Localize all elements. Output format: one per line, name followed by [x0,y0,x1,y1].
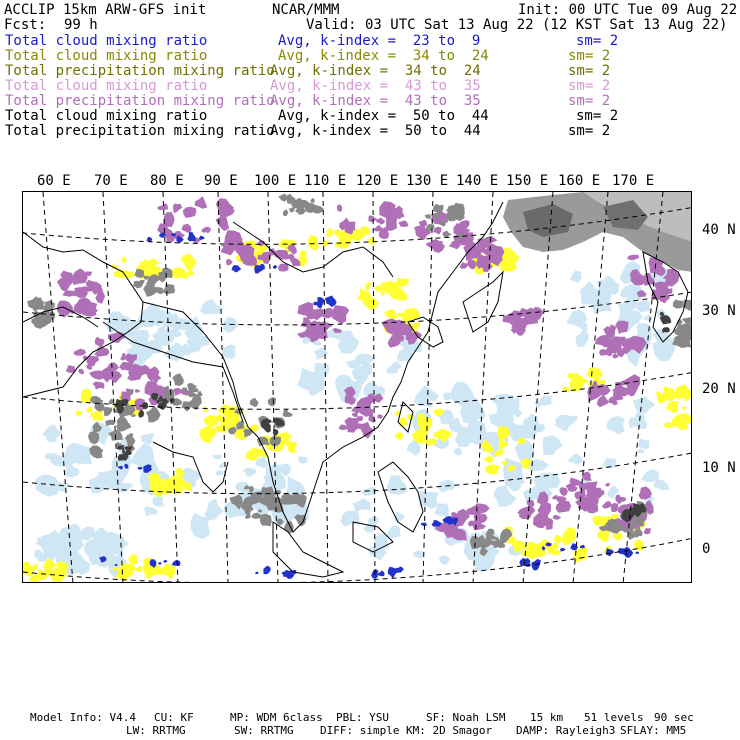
gray-patch [433,204,444,214]
blue-streak [137,467,142,470]
longitude-label: 80 E [150,173,184,189]
blue-streak [421,523,427,527]
light-blue-patch [204,499,224,521]
map-canvas [23,192,692,583]
light-blue-patch [216,470,224,475]
longitude-label: 70 E [94,173,128,189]
yellow-patch [162,564,177,580]
latitude-label: 40 N [702,222,736,238]
yellow-patch [86,407,93,412]
gray-patch [682,317,692,323]
gray-patch [260,514,272,527]
gray-patch [425,214,431,219]
coastline [378,462,423,532]
yellow-patch [682,406,687,410]
latitude-label: 20 N [702,381,736,397]
yellow-patch [171,268,188,279]
blue-streak [163,560,167,563]
light-blue-patch [453,385,474,403]
layer-field: Total cloud mixing ratio [5,78,208,94]
purple-patch [93,382,105,390]
footer-item: SFLAY: MM5 [620,724,687,737]
blue-streak [187,232,195,241]
layer-smoothing: sm= 2 [568,123,611,139]
layer-field: Total precipitation mixing ratio [5,93,275,109]
purple-patch [278,264,289,272]
blue-streak [378,570,385,576]
org-label: NCAR/MMM [272,2,340,18]
footer-item: MP: WDM 6class [230,711,323,724]
yellow-patch [613,532,624,540]
yellow-patch [135,566,143,572]
yellow-patch [666,401,679,414]
light-blue-patch [340,511,359,527]
layer-field: Total cloud mixing ratio [5,33,208,49]
light-blue-patch [633,396,656,414]
yellow-patch [395,432,403,441]
yellow-patch [384,309,397,319]
gray-patch [146,406,161,423]
coastline [273,522,343,577]
light-blue-patch [352,498,370,512]
blue-streak [263,566,270,575]
purple-patch [638,487,652,500]
blue-streak [560,548,566,552]
yellow-patch [75,411,82,417]
longitude-label: 160 E [558,173,601,189]
longitude-label: 60 E [37,173,71,189]
layer-k-index: Avg, k-index = 34 to 24 [270,63,481,79]
light-blue-patch [539,396,553,406]
yellow-patch [308,235,319,251]
light-blue-patch [141,433,154,445]
yellow-patch [483,456,494,464]
light-blue-patch [576,329,589,347]
gray-patch [673,299,684,308]
longitude-line [103,192,123,583]
yellow-patch [657,396,666,403]
layer-smoothing: sm= 2 [568,93,611,109]
light-blue-patch [638,438,650,449]
yellow-patch [327,228,333,238]
gray-patch [105,420,116,427]
light-blue-patch [84,538,105,556]
yellow-patch [554,535,562,543]
forecast-hour: 99 h [64,17,98,33]
light-blue-patch [636,300,650,312]
layer-smoothing: sm= 2 [576,108,619,124]
layer-smoothing: sm= 2 [568,78,611,94]
light-blue-patch [314,347,329,360]
gray-patch [283,412,293,417]
light-blue-patch [606,416,625,434]
light-blue-patch [213,455,222,460]
purple-patch [72,268,88,285]
layer-row [0,49,740,64]
yellow-patch [367,282,373,286]
footer-item: CU: KF [154,711,194,724]
gray-patch [442,231,452,238]
blue-streak [284,570,289,574]
purple-patch [644,528,652,534]
purple-patch [94,347,109,356]
purple-patch [460,262,468,269]
yellow-patch [49,570,63,583]
light-blue-patch [60,528,73,543]
footer-item: 15 km [530,711,564,724]
purple-patch [627,255,639,261]
blue-streak [273,265,278,269]
footer-item: SW: RRTMG [234,724,294,737]
blue-streak [199,236,205,240]
purple-patch [597,396,609,408]
purple-patch [615,321,628,334]
yellow-patch [128,554,138,565]
init-time: Init: 00 UTC Tue 09 Aug 22 [518,2,738,18]
longitude-label: 100 E [254,173,297,189]
purple-patch [356,416,363,421]
light-blue-patch [63,466,80,477]
longitude-label: 90 E [204,173,238,189]
purple-patch [135,389,140,393]
purple-patch [376,217,385,225]
light-blue-patch [568,453,583,464]
layer-row [0,79,740,94]
gray-patch [251,513,261,519]
light-blue-patch [222,344,236,359]
purple-patch [226,259,233,266]
light-blue-patch [609,283,619,295]
light-blue-patch [193,347,200,353]
footer-item: SF: Noah LSM [426,711,506,724]
light-blue-patch [35,537,46,547]
purple-patch [87,356,100,366]
yellow-patch [380,292,385,296]
layer-k-index: Avg, k-index = 43 to 35 [270,93,481,109]
yellow-patch [393,277,409,288]
latitude-label: 10 N [702,460,736,476]
layer-field: Total precipitation mixing ratio [5,123,275,139]
purple-patch [615,494,622,504]
gray-patch [172,373,184,386]
gray-patch [288,207,294,212]
map-panel [22,191,692,583]
footer-item: PBL: YSU [336,711,389,724]
light-blue-patch [439,555,450,565]
yellow-patch [552,543,559,549]
purple-patch [479,524,485,529]
light-blue-patch [636,323,652,335]
layer-smoothing: sm= 2 [576,33,619,49]
layer-row [0,109,740,124]
purple-patch [433,227,441,235]
layer-row [0,94,740,109]
footer-item: KM: 2D Smagor [406,724,493,737]
gray-patch [283,209,289,216]
yellow-patch [399,416,408,427]
blue-streak [172,560,181,566]
layer-k-index: Avg, k-index = 50 to 44 [270,123,481,139]
gray-patch [250,398,259,407]
layer-field: Total precipitation mixing ratio [5,63,275,79]
yellow-patch [401,308,413,319]
coastline [463,272,503,332]
light-blue-patch [555,415,574,432]
blue-streak [636,552,640,555]
purple-patch [73,349,86,356]
gray-patch [103,407,113,417]
gray-patch [249,486,254,493]
layer-k-index: Avg, k-index = 43 to 35 [270,78,481,94]
light-blue-patch [362,487,376,496]
purple-patch [605,483,610,487]
footer-item: LW: RRTMG [126,724,186,737]
light-blue-patch [45,453,58,460]
light-blue-patch [386,475,407,494]
forecast-label: Fcst: [4,17,47,33]
light-blue-patch [580,281,595,305]
purple-patch [368,414,376,422]
footer-item: 90 sec [654,711,694,724]
purple-patch [545,521,553,530]
blue-streak [158,562,161,565]
purple-patch [173,203,182,213]
purple-patch [221,246,234,256]
purple-patch [553,515,562,520]
purple-patch [195,196,208,209]
light-blue-patch [643,315,653,322]
gray-patch [310,198,314,203]
light-blue-patch [653,479,670,490]
gray-patch [109,399,114,405]
purple-patch [517,507,535,516]
longitude-label: 130 E [406,173,449,189]
longitude-label: 140 E [456,173,499,189]
purple-patch [157,206,164,211]
latitude-label: 30 N [702,303,736,319]
light-blue-patch [298,456,308,464]
layer-field: Total cloud mixing ratio [5,108,208,124]
model-title: ACCLIP 15km ARW-GFS init [4,2,207,18]
footer-item: DAMP: Rayleigh3 [516,724,616,737]
layer-smoothing: sm= 2 [568,63,611,79]
layer-row [0,124,740,139]
light-blue-patch [243,468,256,477]
yellow-patch [357,288,372,304]
yellow-patch [187,271,193,276]
purple-patch [95,337,105,348]
light-blue-patch [386,525,400,538]
longitude-label: 120 E [356,173,399,189]
layer-smoothing: sm= 2 [568,48,611,64]
valid-time: Valid: 03 UTC Sat 13 Aug 22 (12 KST Sat 13 Aug 22) [306,17,728,33]
latitude-label: 0 [702,541,711,557]
light-blue-patch [454,447,462,455]
yellow-patch [121,256,127,263]
layer-row [0,64,740,79]
light-blue-patch [543,435,563,455]
purple-patch [559,487,567,496]
layer-row [0,34,740,49]
footer-item: DIFF: simple [320,724,400,737]
purple-patch [100,368,112,383]
light-blue-patch [75,443,92,465]
light-blue-patch [256,458,270,469]
purple-patch [183,207,196,218]
longitude-label: 170 E [612,173,655,189]
yellow-patch [203,406,208,412]
layer-k-index: Avg, k-index = 34 to 24 [278,48,489,64]
light-blue-patch [413,551,425,559]
purple-patch [398,220,408,227]
purple-patch [556,501,572,513]
light-blue-patch [153,496,165,506]
longitude-label: 150 E [506,173,549,189]
yellow-patch [562,527,576,545]
purple-patch [377,414,382,419]
light-blue-patch [637,449,645,454]
purple-patch [586,488,603,501]
gray-patch [268,397,277,406]
purple-patch [474,503,490,514]
longitude-label: 110 E [304,173,347,189]
purple-patch [418,220,427,227]
dark-core [144,404,147,407]
footer-item: 51 levels [584,711,644,724]
blue-streak [317,297,324,309]
purple-patch [78,369,84,375]
yellow-patch [32,564,38,571]
blue-streak [255,572,259,574]
purple-patch [337,204,342,212]
purple-patch [602,501,612,509]
layer-k-index: Avg, k-index = 50 to 44 [278,108,489,124]
layer-field: Total cloud mixing ratio [5,48,208,64]
yellow-patch [367,237,375,246]
footer-item: Model Info: V4.4 [30,711,136,724]
blue-streak [232,265,241,272]
purple-patch [182,224,192,233]
layer-k-index: Avg, k-index = 23 to 9 [278,33,481,49]
light-blue-patch [144,507,158,517]
